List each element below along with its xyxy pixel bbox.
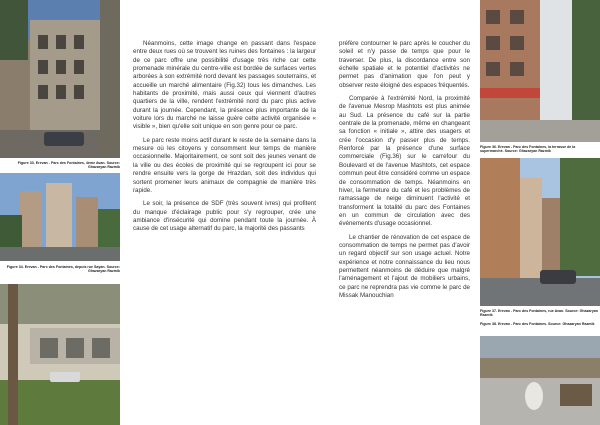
caption-fig33: Figure 33. Erevan - Parc des Fontaines, 4ème Avan. Source: Ghazaryan Razmik bbox=[17, 161, 120, 170]
caption-fig36: Figure 36. Erevan - Parc des Fontaines, la terrasse de la supermarché. Source: Ghazaryan Razmik bbox=[480, 145, 576, 154]
text-column-1 bbox=[133, 40, 316, 239]
paragraph: Néanmoins, cette image change en passant dans l'espace entre deux rues où se trouvent les ruines des fontaines : la largeur de ce parc offre une possibilité d'usage très riche car cette promenade minérale du centre-ville est bordée de surfaces vertes arborées à son extrémité nord devant les passages souterrains, et accueille un marché alimentaire (Fig.32) tous les dimanches. Les habitants de proximité, mais aussi ceux qui viennent d'autres quartiers de la ville, rendent l'extrémité nord du parc plus active durant la journée. Cependant, la présence plus importante de la voiture lors du marché ne laisse guère cette activité organisée « visible », bien qu'elle soit unique en son genre pour ce parc. bbox=[133, 40, 316, 131]
paragraph: Le chantier de rénovation de cet espace de consommation de temps ne permet pas d'avoir un regard objectif sur son usage actuel. Notre expérience et notre connaissance du lieu nous permettent néanmoins de déduire que malgré l'aménagement et l'ajout de mobiliers urbains, ce parc ne reprendra pas vie comme le parc de Missak Manouchian bbox=[339, 233, 470, 299]
paragraph: Le soir, la présence de SDF (très souvent ivres) qui profitent du manque d'éclairage public pour s'y regrouper, crée une ambiance d'insécurité qui domine pendant toute la journée. À cause de cet usage alternatif du parc, la majorité des passants bbox=[133, 200, 316, 233]
photo-fig35 bbox=[0, 284, 120, 425]
photo-fig37 bbox=[480, 158, 600, 306]
caption-fig37: Figure 37. Erevan - Parc des Fontaines, rue Avan. Source: Ghazaryan Razmik bbox=[480, 309, 598, 318]
paragraph: Le parc reste moins actif durant le reste de la semaine dans la mesure où les citoyens y consomment leur temps de manière occasionnelle. Majoritairement, ce sont soit des jeunes venant de la ville ou des écoles de proximité qui se regroupent ici pour se rendre ensuite vers la gorge de Hrazdan, soit des individus qui sortent promener leurs animaux de compagnie de manière très rapide. bbox=[133, 136, 316, 194]
photo-fig34 bbox=[0, 173, 120, 261]
photo-fig36 bbox=[480, 0, 600, 142]
caption-fig38: Figure 38. Erevan - Parc des Fontaines. Source: Ghazaryan Razmik bbox=[480, 322, 595, 326]
paragraph: préfère contourner le parc après le coucher du soleil et n'y passe de temps que pour le traverser. De plus, la discordance entre son échelle spatiale et le potentiel d'activités ne permet pas d'animation que l'on peut y observer reste éloigné des espaces fréquentés. bbox=[339, 40, 470, 89]
photo-fig33 bbox=[0, 0, 120, 158]
paragraph: Comparée à l'extrémité Nord, la proximité de l'avenue Mesrop Mashtots est plus animée au Sud. La présence du café sur la partie centrale de la promenade, même en changeant sa fonction « initiale », attire des usagers et crée l'occasion d'y passer plus de temps. Renforcé par la présence d'une surface commerciale (Fig.36) sur le carrefour du Boulevard et de l'avenue Mashtots, cet espace commun peut être considéré comme un espace de consommation de temps. Néanmoins en hiver, la fermeture du café et les problèmes de ramassage de neige diminuent l'activité et transforment la totalité du parc des Fontaines en un commun de circulation avec des événements d'usage occasionnel. bbox=[339, 95, 470, 228]
text-column-2 bbox=[339, 40, 470, 305]
photo-fig38 bbox=[480, 336, 600, 425]
caption-fig34: Figure 34. Erevan - Parc des Fontaines, depuis rue Sayan. Source: Ghazaryan Razmik bbox=[6, 265, 120, 274]
